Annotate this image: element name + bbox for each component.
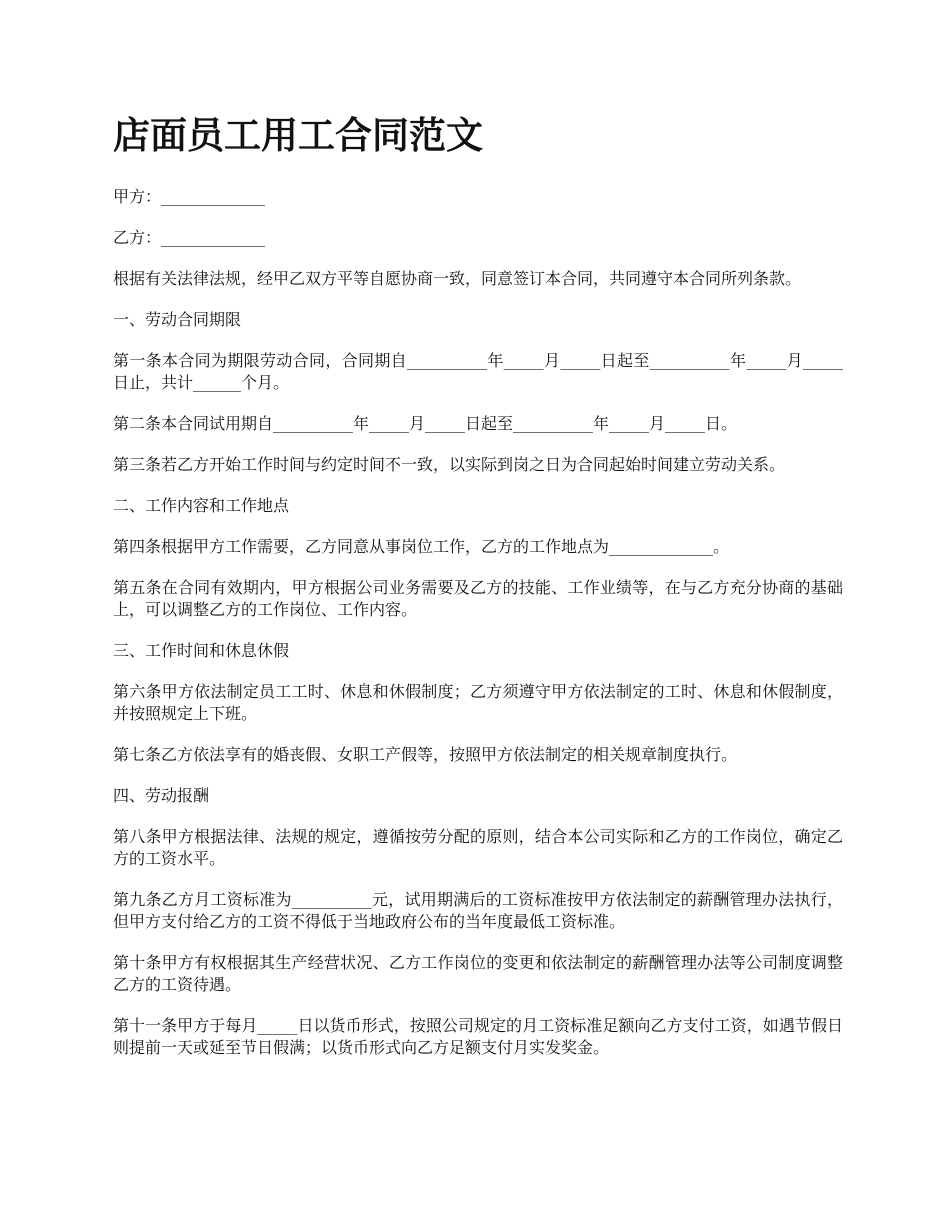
- clause-2: 第二条本合同试用期自__________年_____月_____日起至__________年_____月_____日。: [113, 414, 738, 433]
- clause-8: 第八条甲方根据法律、法规的规定，遵循按劳分配的原则，结合本公司实际和乙方的工作岗位，确定乙方的工资水平。: [113, 827, 843, 868]
- section-heading-work-content: 二、工作内容和工作地点: [113, 496, 290, 515]
- clause-5: 第五条在合同有效期内，甲方根据公司业务需要及乙方的技能、工作业绩等，在与乙方充分协商的基础上，可以调整乙方的工作岗位、工作内容。: [113, 578, 843, 619]
- clause-1: 第一条本合同为期限劳动合同，合同期自__________年_____月_____日起至__________年_____月_____日止，共计______个月。: [113, 351, 843, 392]
- party-b-line: 乙方：_____________: [113, 228, 266, 247]
- section-heading-contract-term: 一、劳动合同期限: [113, 310, 242, 329]
- section-heading-working-hours: 三、工作时间和休息休假: [113, 641, 290, 660]
- clause-10: 第十条甲方有权根据其生产经营状况、乙方工作岗位的变更和依法制定的薪酬管理办法等公司制度调整乙方的工资待遇。: [113, 953, 843, 994]
- clause-4: 第四条根据甲方工作需要，乙方同意从事岗位工作，乙方的工作地点为_____________。: [113, 537, 730, 556]
- section-heading-remuneration: 四、劳动报酬: [113, 786, 210, 805]
- preamble-paragraph: 根据有关法律法规，经甲乙双方平等自愿协商一致，同意签订本合同，共同遵守本合同所列条款。: [113, 269, 802, 288]
- clause-7: 第七条乙方依法享有的婚丧假、女职工产假等，按照甲方依法制定的相关规章制度执行。: [113, 745, 738, 764]
- clause-11: 第十一条甲方于每月_____日以货币形式，按照公司规定的月工资标准足额向乙方支付工资，如遇节假日则提前一天或延至节日假满；以货币形式向乙方足额支付月实发奖金。: [113, 1016, 843, 1057]
- document-page: [113, 112, 843, 1078]
- clause-9: 第九条乙方月工资标准为__________元，试用期满后的工资标准按甲方依法制定的薪酬管理办法执行，但甲方支付给乙方的工资不得低于当地政府公布的当年度最低工资标准。: [113, 890, 843, 931]
- clause-6: 第六条甲方依法制定员工工时、休息和休假制度；乙方须遵守甲方依法制定的工时、休息和休假制度，并按照规定上下班。: [113, 682, 843, 723]
- document-title: 店面员工用工合同范文: [113, 114, 483, 157]
- clause-3: 第三条若乙方开始工作时间与约定时间不一致，以实际到岗之日为合同起始时间建立劳动关系。: [113, 455, 786, 474]
- party-a-line: 甲方：_____________: [113, 187, 266, 206]
